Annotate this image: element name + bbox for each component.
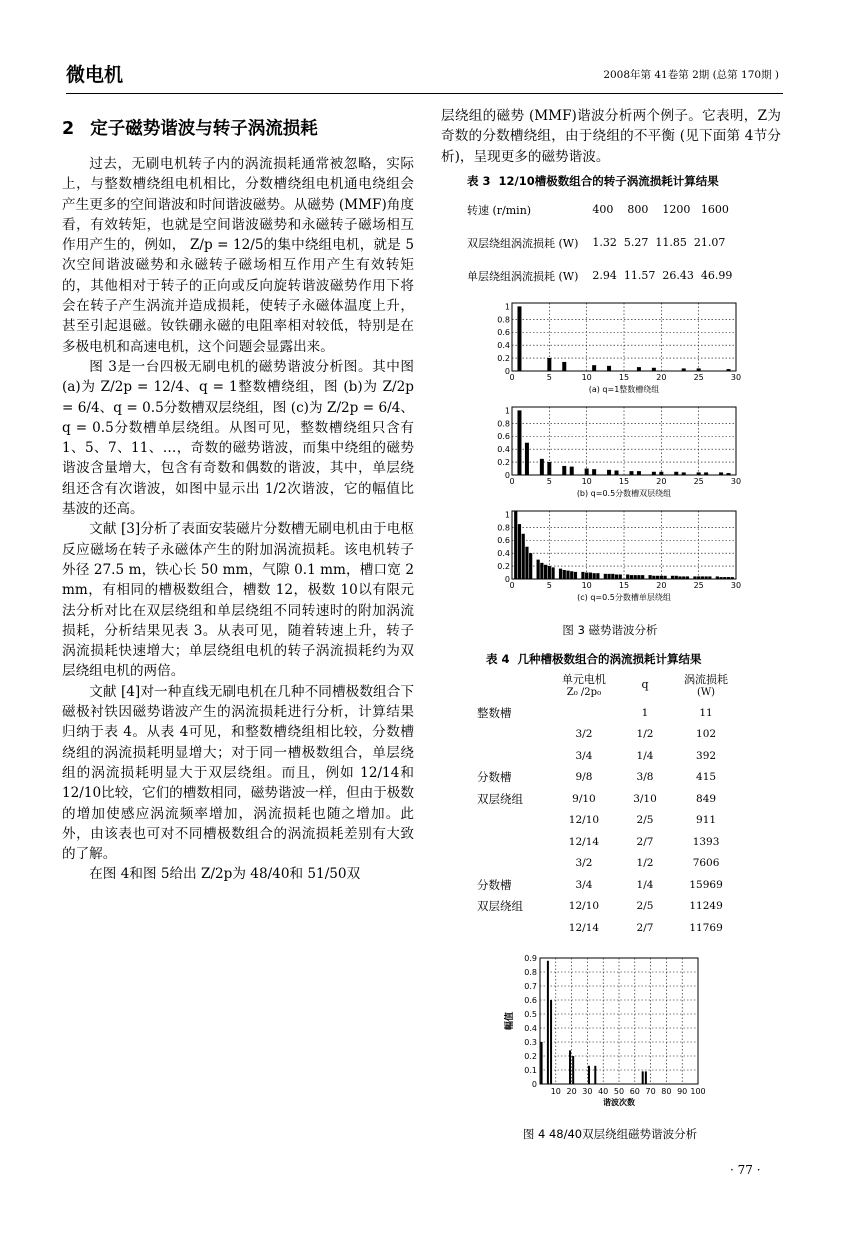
x-tick-label: 70 (645, 1087, 656, 1096)
table4 (477, 671, 747, 939)
harmonic-bar (562, 466, 566, 475)
y-tick-label: 0.6 (497, 536, 510, 546)
table-cell: 911 (696, 814, 717, 827)
y-tick-label: 0.4 (497, 341, 510, 351)
y-tick-label: 1 (504, 302, 510, 312)
table-cell: 11769 (689, 921, 723, 934)
paragraph: 过去，无刷电机转子内的涡流损耗通常被忽略，实际上，与整数槽绕组电机相比，分数槽绕组电机通电绕组会产生更多的空间谐波和时间谐波磁势。从磁势 (MMF)角度看，有效转矩，也就是空间谐波磁势和永磁转子磁场相互作用产生的，例如， Z/p = 12/5的集中绕组电机，就是 5次空间谐波磁势和永磁转子磁场相互作用产生有效转矩的，其他相对于转子的正向或反向旋转谐波磁势作用下将会在转子产生涡流并造成损耗，使转子永磁体温度上升，甚至引起退磁。钕铁硼永磁的电阻率相对较低，特别是在多极电机和高速电机，这个问题会显露出来。 (62, 156, 414, 355)
harmonic-bar (630, 575, 633, 579)
table-cell: 单层绕组涡流损耗 (W) (467, 269, 579, 283)
harmonic-bar (611, 574, 614, 579)
table-cell: 双层绕组 (477, 899, 523, 914)
x-tick-label: 100 (690, 1087, 706, 1096)
paragraph: 层绕组的磁势 (MMF)谐波分析两个例子。它表明，Z为奇数的分数槽绕组，由于绕组的不平衡 (见下面第 4节分析)，呈现更多的磁势谐波。 (441, 108, 781, 165)
x-tick-label: 20 (656, 581, 667, 590)
x-tick-label: 5 (546, 373, 552, 382)
paragraph: 文献 [4]对一种直线无刷电机在几种不同槽极数组合下磁极衬铁因磁势谐波产生的涡流损耗进行分析，计算结果归纳于表 4。从表 4可见，和整数槽绕组相比较，分数槽绕组的涡流损耗明显增大；对于同一槽极数组合，单层绕组的涡流损耗明显大于双层绕组。而且，例如 12/14和 12/10比较，它们的槽数相同，磁势谐波一样，但由于极数的增加使感应涡流频率增加，涡流损耗也随之增加。此外，由该表也可对不同槽极数组合的涡流损耗差别有大致的了解。 (62, 683, 414, 863)
harmonic-bar (637, 471, 641, 475)
table-cell-value: 1.32 (592, 236, 617, 250)
harmonic-bar (566, 571, 569, 579)
table-row (477, 896, 747, 918)
table-cell: 1/2 (636, 728, 654, 741)
subplot-caption: (a) q=1整数槽绕组 (588, 385, 660, 394)
harmonic-bar (727, 473, 731, 475)
table-row (477, 874, 747, 896)
table-cell: 7606 (692, 857, 720, 870)
table-row (459, 265, 738, 298)
harmonic-bar (592, 365, 596, 371)
table-cell: 3/10 (633, 792, 657, 805)
harmonic-bar (541, 1042, 543, 1084)
harmonic-bar (594, 1066, 596, 1084)
y-tick-label: 0.2 (497, 562, 510, 572)
y-tick-label: 0 (531, 1080, 537, 1089)
table-cell-value: 11.57 (623, 269, 656, 283)
harmonic-bar (727, 577, 730, 579)
harmonic-bar (559, 569, 562, 579)
table-cell-value: 2.94 (592, 269, 617, 283)
table-cell: 12/10 (568, 900, 600, 913)
y-tick-label: 0.7 (524, 982, 537, 991)
y-tick-label: 0.8 (497, 523, 510, 533)
harmonic-bar (517, 306, 521, 371)
y-tick-label: 0.4 (497, 445, 510, 455)
harmonic-bar (585, 573, 588, 579)
table-cell: 11249 (689, 900, 723, 913)
table-cell (584, 265, 738, 298)
harmonic-bar (585, 469, 589, 475)
harmonic-bar (514, 511, 517, 579)
table-cell: 1 (641, 706, 649, 719)
x-tick-label: 5 (546, 477, 552, 486)
y-tick-label: 1 (504, 510, 510, 520)
table-row (477, 810, 747, 832)
table4-body (477, 702, 747, 939)
table-header (543, 671, 625, 702)
table-row (477, 831, 747, 853)
y-tick-label: 0 (504, 575, 510, 584)
table-cell: 415 (696, 771, 717, 784)
y-tick-label: 0.6 (497, 328, 510, 338)
harmonic-bar (588, 1066, 590, 1084)
harmonic-bar (525, 547, 528, 579)
table4-title: 几种槽极数组合的涡流损耗计算结果 (517, 652, 702, 666)
harmonic-bar (682, 576, 685, 579)
table-cell: 3/4 (575, 749, 593, 762)
harmonic-bar (547, 961, 549, 1084)
y-tick-label: 0.4 (524, 1024, 537, 1033)
harmonic-bar (629, 471, 633, 475)
table-cell-value: 21.07 (693, 236, 726, 250)
y-tick-label: 0 (504, 367, 510, 376)
harmonic-bar (682, 368, 686, 371)
table-cell-value: 5.27 (623, 236, 649, 250)
table-cell: 2/5 (636, 814, 654, 827)
harmonic-bar (682, 472, 686, 475)
table-cell: 3/4 (575, 878, 593, 891)
table-row (477, 917, 747, 939)
table-header-text: 单元电机 (561, 673, 606, 686)
harmonic-bar (671, 576, 674, 579)
harmonic-bar (615, 470, 619, 475)
table-cell (543, 702, 625, 724)
table-row (459, 199, 738, 232)
harmonic-bar (551, 567, 554, 579)
harmonic-bar (522, 534, 525, 579)
table-header-text: (W) (697, 687, 716, 698)
y-tick-label: 0.1 (524, 1066, 537, 1075)
x-tick-label: 0 (509, 373, 515, 382)
harmonic-bar (548, 566, 551, 579)
harmonic-bar (675, 576, 678, 579)
table4-caption (486, 651, 702, 667)
table-cell: 2/7 (636, 835, 654, 848)
harmonic-bar (659, 472, 663, 475)
figure3-subplot (497, 302, 741, 394)
harmonic-bar (708, 576, 711, 579)
harmonic-bar (517, 410, 521, 475)
harmonic-bar (547, 358, 551, 371)
table-cell (477, 831, 543, 853)
table-header (477, 671, 543, 702)
table-cell: 2/5 (636, 900, 654, 913)
harmonic-bar (607, 574, 610, 579)
figure3-subplot (497, 406, 741, 498)
table-cell: 12/14 (568, 835, 600, 848)
table-header: q (641, 678, 649, 691)
harmonic-bar (731, 577, 734, 579)
x-tick-label: 20 (656, 373, 667, 382)
plot-frame (512, 407, 736, 475)
table-cell: 392 (696, 749, 717, 762)
table-cell: 1/4 (636, 749, 654, 762)
x-tick-label: 40 (598, 1087, 609, 1096)
y-tick-label: 0.8 (497, 419, 510, 429)
journal-name: 微电机 (66, 64, 124, 86)
x-tick-label: 30 (730, 373, 742, 382)
harmonic-bar (607, 470, 611, 475)
x-tick-label: 15 (618, 373, 630, 382)
y-tick-label: 0.5 (524, 1010, 537, 1019)
x-tick-label: 20 (566, 1087, 577, 1096)
figure3-subplot (497, 510, 741, 602)
harmonic-bar (570, 467, 574, 475)
y-tick-label: 0.8 (524, 968, 537, 977)
table-cell-value: 1600 (700, 203, 729, 217)
table3-caption (467, 173, 781, 189)
table-cell: 分数槽 (477, 877, 512, 892)
x-tick-label: 50 (613, 1087, 625, 1096)
x-tick-label: 25 (693, 581, 704, 590)
x-tick-label: 0 (509, 477, 515, 486)
table-cell: 1/2 (636, 857, 654, 870)
table-row (477, 853, 747, 875)
harmonic-bar (693, 576, 696, 579)
harmonic-bar (656, 576, 659, 579)
harmonic-bar (645, 1071, 647, 1084)
table-cell (584, 199, 738, 232)
table-cell-value: 11.85 (655, 236, 687, 250)
harmonic-bar (637, 367, 641, 371)
y-tick-label: 0.6 (497, 432, 510, 442)
x-tick-label: 60 (629, 1087, 640, 1096)
harmonic-bar (563, 570, 566, 579)
harmonic-bar (596, 573, 599, 579)
paragraph: 图 3是一台四极无刷电机的磁势谐波分析图。其中图 (a)为 Z/2p = 12/4、q = 1整数槽绕组，图 (b)为 Z/2p = 6/4、q = 0.5分数槽双层绕组，图 (c)为 Z/2p = 6/4、q = 0.5分数槽单层绕组。从图可见，整数槽绕组只含有 1、5、7、11、…，奇数的磁势谐波，而集中绕组的磁势谐波含量增大，包含有奇数和偶数的谐波，其中，单层绕组还含有次谐波，如图中显示出 1/2次谐波，它的幅值比基波的还高。 (62, 358, 414, 518)
paragraph: 文献 [3]分析了表面安装磁片分数槽无刷电机由于电枢反应磁场在转子永磁体产生的附加涡流损耗。该电机转子外径 27.5 m，铁心长 50 mm，气隙 0.1 mm，槽口宽 2 mm，有相同的槽极数组合，槽数 12，极数 10以有限元法分析对比在双层绕组和单层绕组不同转速时的附加涡流损耗，分析结果见表 3。从表可见，随着转速上升，转子涡流损耗快速增大；单层绕组电机的转子涡流损耗约为双层绕组电机的两倍。 (62, 521, 414, 680)
harmonic-bar (727, 369, 731, 371)
x-tick-label: 25 (693, 373, 704, 382)
subplot-caption: (c) q=0.5分数槽单层绕组 (577, 593, 671, 602)
y-tick-label: 0.4 (497, 549, 510, 559)
harmonic-bar (705, 576, 708, 579)
table-row (477, 745, 747, 767)
table-cell-value: 800 (627, 203, 649, 217)
x-tick-label: 20 (656, 477, 667, 486)
table-cell: 双层绕组涡流损耗 (W) (467, 236, 579, 250)
right-column (441, 106, 781, 298)
harmonic-bar (701, 576, 704, 579)
x-tick-label: 10 (581, 581, 592, 590)
harmonic-bar (697, 368, 701, 371)
harmonic-bar (518, 524, 521, 579)
table-cell: 1393 (692, 835, 720, 848)
table-cell: 分数槽 (477, 770, 512, 785)
figure4-caption: 图 4 48/40双层绕组磁势谐波分析 (522, 1127, 698, 1141)
table-row (477, 702, 747, 724)
table-cell (584, 232, 738, 265)
table-cell-value: 46.99 (700, 269, 733, 283)
table-cell: 1/4 (636, 878, 654, 891)
y-tick-label: 0.9 (524, 954, 537, 963)
harmonic-bar (634, 575, 637, 579)
x-tick-label: 90 (677, 1087, 688, 1096)
harmonic-bar (562, 362, 566, 371)
harmonic-bar (619, 574, 622, 579)
harmonic-bar (615, 574, 618, 579)
x-tick-label: 80 (661, 1087, 672, 1096)
y-tick-label: 0.2 (497, 354, 510, 364)
harmonic-bar (581, 572, 584, 579)
table-cell: 15969 (689, 878, 723, 891)
harmonic-bar (674, 472, 678, 475)
harmonic-bar (604, 574, 607, 579)
table-row (477, 767, 747, 789)
harmonic-bar (716, 576, 719, 579)
table4-label: 表 4 (486, 652, 510, 666)
harmonic-bar (719, 577, 722, 579)
harmonic-bar (660, 576, 663, 579)
table-cell: 102 (696, 728, 717, 741)
harmonic-bar (592, 469, 596, 475)
table-header-text: Z₀ /2p₀ (566, 687, 602, 698)
harmonic-bar (641, 575, 644, 579)
table-cell: 849 (696, 792, 717, 805)
harmonic-bar (572, 1056, 574, 1084)
harmonic-bar (544, 565, 547, 579)
y-tick-label: 1 (504, 406, 510, 416)
y-tick-label: 0.3 (524, 1038, 537, 1047)
table-cell: 9/8 (575, 771, 593, 784)
y-tick-label: 0.2 (524, 1052, 537, 1061)
harmonic-bar (697, 576, 700, 579)
x-tick-label: 30 (582, 1087, 593, 1096)
harmonic-bar (607, 366, 611, 371)
harmonic-bar (525, 443, 529, 475)
table-cell-value: 26.43 (662, 269, 694, 283)
table-cell: 3/8 (636, 771, 654, 784)
table-row (477, 788, 747, 810)
y-tick-label: 0.2 (497, 458, 510, 468)
table-cell (477, 724, 543, 746)
harmonic-bar (593, 573, 596, 579)
table-cell: 12/10 (568, 814, 600, 827)
table-cell: 9/10 (572, 792, 596, 805)
x-tick-label: 10 (550, 1087, 561, 1096)
harmonic-bar (663, 576, 666, 579)
harmonic-bar (697, 472, 701, 475)
section-title: 定子磁势谐波与转子涡流损耗 (90, 119, 318, 139)
left-column (62, 115, 414, 885)
table-cell: 11 (699, 706, 713, 719)
table-cell (477, 853, 543, 875)
y-axis-label: 幅值 (505, 1011, 515, 1031)
x-tick-label: 15 (618, 477, 630, 486)
harmonic-bar (569, 1050, 571, 1084)
x-tick-label: 25 (693, 477, 704, 486)
figure3-caption: 图 3 磁势谐波分析 (562, 623, 658, 637)
harmonic-bar (649, 575, 652, 579)
harmonic-bar (540, 459, 544, 475)
plot-frame (512, 303, 736, 371)
harmonic-bar (589, 573, 592, 579)
x-tick-label: 5 (546, 581, 552, 590)
harmonic-bar (719, 472, 723, 475)
table-cell (477, 917, 543, 939)
x-tick-label: 10 (581, 373, 592, 382)
x-tick-label: 15 (618, 581, 630, 590)
page-number: · 77 · (730, 1163, 761, 1177)
harmonic-bar (686, 576, 689, 579)
harmonic-bar (652, 472, 656, 475)
table-cell: 转速 (r/min) (467, 203, 532, 217)
harmonic-bar (626, 574, 629, 579)
table3-label: 表 3 (467, 173, 491, 188)
y-tick-label: 0.8 (497, 315, 510, 325)
harmonic-bar (704, 472, 708, 475)
harmonic-bar (637, 575, 640, 579)
harmonic-bar (678, 576, 681, 579)
table3-title: 12/10槽极数组合的转子涡流损耗计算结果 (498, 173, 719, 188)
table-cell-value: 400 (592, 203, 614, 217)
harmonic-bar (529, 553, 532, 579)
harmonic-bar (652, 368, 656, 371)
harmonic-bar (574, 572, 577, 579)
table-cell (477, 810, 543, 832)
paragraph: 在图 4和图 5给出 Z/2p为 48/40和 51/50双 (89, 866, 361, 883)
x-tick-label: 30 (730, 581, 742, 590)
figure3-chart (490, 295, 750, 615)
table-cell: 整数槽 (477, 705, 512, 720)
x-tick-label: 30 (730, 477, 742, 486)
table-header-row (477, 671, 747, 702)
table3 (459, 199, 738, 298)
harmonic-bar (547, 462, 551, 475)
table-row (477, 724, 747, 746)
table-cell: 12/14 (568, 921, 600, 934)
harmonic-bar (723, 577, 726, 579)
issue-info: 2008年第 41卷第 2期 (总第 170期 ) (603, 69, 779, 81)
x-tick-label: 0 (509, 581, 515, 590)
figure4-chart (500, 952, 715, 1112)
table-cell-value: 1200 (662, 203, 691, 217)
table-cell (477, 745, 543, 767)
x-axis-label: 谐波次数 (603, 1098, 635, 1107)
subplot-caption: (b) q=0.5分数槽双层绕组 (576, 489, 672, 498)
table-cell: 3/2 (575, 857, 593, 870)
y-tick-label: 0.6 (524, 996, 537, 1005)
section-number: 2 (62, 119, 75, 139)
table-cell: 3/2 (575, 728, 593, 741)
y-tick-label: 0 (504, 471, 510, 480)
table-header-text: 涡流损耗 (684, 673, 729, 686)
harmonic-bar (540, 563, 543, 579)
table-cell: 双层绕组 (477, 791, 523, 806)
harmonic-bar (652, 576, 655, 579)
harmonic-bar (570, 571, 573, 579)
harmonic-bar (550, 1000, 552, 1084)
table-header (665, 671, 747, 702)
header-rule (66, 93, 783, 94)
x-tick-label: 10 (581, 477, 592, 486)
table-cell: 2/7 (636, 921, 654, 934)
table-row (459, 232, 738, 265)
harmonic-bar (537, 560, 540, 579)
section-heading (62, 115, 414, 140)
harmonic-bar (642, 1071, 644, 1084)
